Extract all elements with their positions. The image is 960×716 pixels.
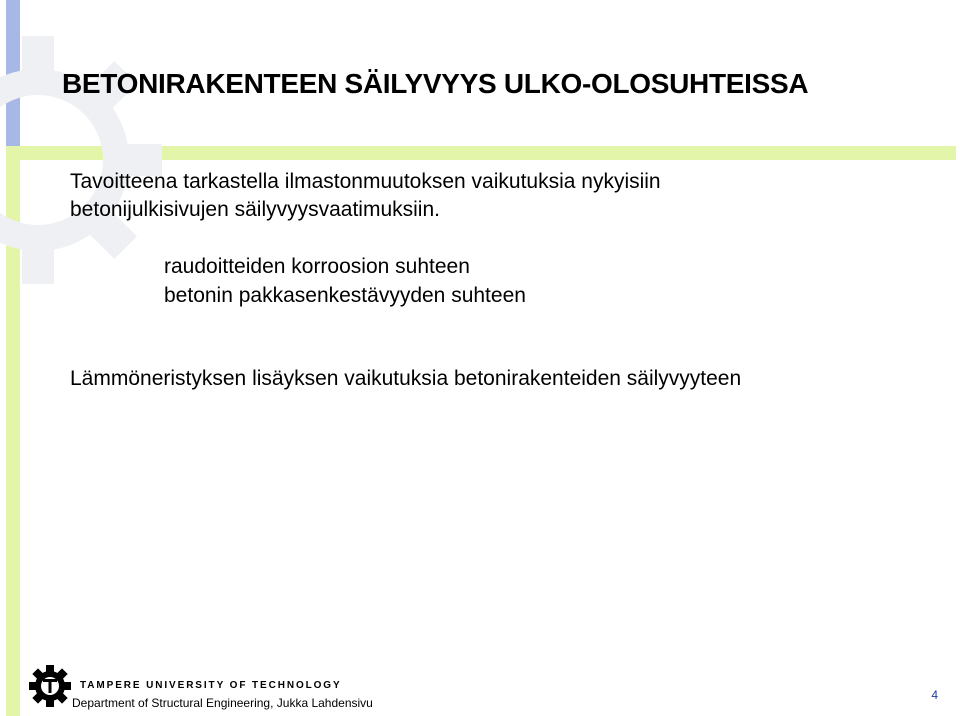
sub-item-list xyxy=(164,252,526,310)
slide-title: BETONIRAKENTEEN SÄILYVYYS ULKO-OLOSUHTEISSA xyxy=(62,68,809,99)
tut-gear-logo-icon xyxy=(28,664,72,708)
objective-line-1: Tavoitteena tarkastella ilmastonmuutoksen vaikutuksia nykyisiin xyxy=(70,170,661,193)
list-item: betonin pakkasenkestävyyden suhteen xyxy=(164,284,526,307)
objective-paragraph xyxy=(70,168,661,224)
objective-line-2: betonijulkisivujen säilyvyysvaatimuksiin. xyxy=(70,198,440,221)
insulation-paragraph: Lämmöneristyksen lisäyksen vaikutuksia betonirakenteiden säilyvyyteen xyxy=(70,367,742,390)
page-number: 4 xyxy=(931,688,938,702)
department-credit: Department of Structural Engineering, Jukka Lahdensivu xyxy=(72,696,373,710)
list-item: raudoitteiden korroosion suhteen xyxy=(164,255,470,278)
university-name: TAMPERE UNIVERSITY OF TECHNOLOGY xyxy=(80,680,342,691)
